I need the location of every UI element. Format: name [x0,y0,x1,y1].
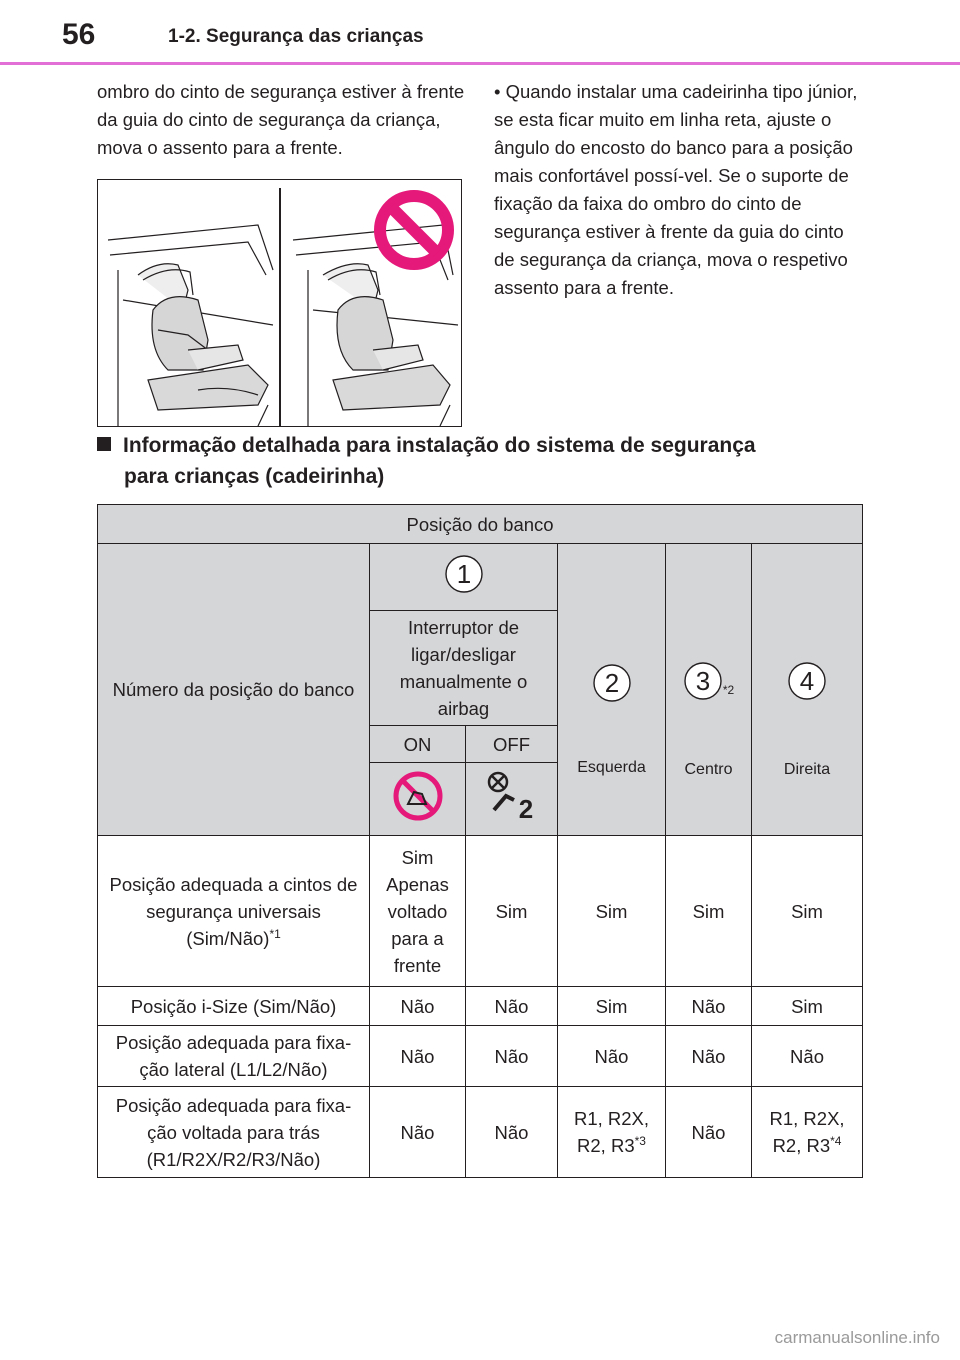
section-heading: Informação detalhada para instalação do sistema de segurança para crianças (cadeirinha) [97,430,877,492]
table-row: Posição adequada para fixa-ção lateral (L1/L2/Não) [98,1026,370,1087]
seat-4-side: Direita [783,761,831,778]
svg-text:1: 1 [456,558,471,589]
left-paragraph: ombro do cinto de segurança estiver à frente da guia do cinto de segurança da criança, mova o assento para a frente. [97,81,465,158]
table-row: Posição adequada para fixa-ção voltada para trás (R1/R2X/R2/R3/Não) [98,1087,370,1178]
table-cell: Sim [558,836,666,987]
table-cell: Não [466,1026,558,1087]
seat-3-side: Centro [684,761,733,778]
header-rule [0,62,960,65]
child-seat-table [97,504,863,1178]
svg-text:4: 4 [799,666,815,696]
seat-2-cell [558,544,666,836]
seat-3-icon [683,661,723,701]
table-cell: Sim [558,987,666,1026]
table-cell: Não [752,1026,863,1087]
switch-on: ON [370,726,466,763]
table-cell: Não [666,987,752,1026]
right-paragraph: • Quando instalar uma cadeirinha tipo júnior, se esta ficar muito em linha reta, ajuste o ângulo do encosto do banco para a posição mais confortável possí-vel. Se o suporte de fixação da faixa do ombro do cinto de segurança estiver à frente da guia do cinto de segurança da criança, mova o respetivo assento para a frente. [494,81,858,298]
table-cell: Não [466,987,558,1026]
table-row: Posição i-Size (Sim/Não) [98,987,370,1026]
left-column [97,78,467,162]
seat-2-icon [592,663,632,703]
airbag-off-icon-cell [370,763,466,836]
page-header [0,0,960,66]
child-seat-drawing [98,180,461,426]
table-cell: Não [370,987,466,1026]
seat-1-cell [370,544,558,611]
table-cell: Não [666,1087,752,1178]
table-cell: R1, R2X, R2, R3$^{*4}$ [752,1087,863,1178]
svg-text:3: 3 [695,666,711,696]
table-cell: Sim Apenas voltado para a frente [370,836,466,987]
table-top-header: Posição do banco [98,505,863,544]
page-number: 56 [62,18,96,51]
seat-4-cell [752,544,863,836]
seat-illustration [97,179,462,427]
seat-number-label: Número da posição do banco [98,544,370,836]
table-cell: Não [370,1026,466,1087]
table-row: Posição adequada a cintos de segurança universais (Sim/Não)$^{*1}$ [98,836,370,987]
watermark: carmanualsonline.info [774,1328,940,1347]
seat-3-cell [666,544,752,836]
section-title: 1-2. Segurança das crianças [168,26,424,47]
table-cell: Sim [752,987,863,1026]
svg-text:2: 2 [604,668,619,698]
table-cell: Não [558,1026,666,1087]
airbag-deactivated-icon [392,770,444,822]
switch-off: OFF [466,726,558,763]
table-cell: Não [370,1087,466,1178]
airbag-switch-label: Interruptor de ligar/desligar manualmente o airbag [370,611,558,726]
svg-text:2: 2 [518,793,533,822]
seat-2-side: Esquerda [577,759,646,776]
seat-3-note: *2 [722,682,735,697]
right-column [494,78,864,302]
square-bullet-icon [97,437,111,451]
seat-1-icon [444,554,484,594]
table-cell: Sim [466,836,558,987]
table-cell: Sim [752,836,863,987]
table-cell: Não [666,1026,752,1087]
table-cell: Sim [666,836,752,987]
passenger-airbag-icon [484,770,540,822]
table-cell: R1, R2X, R2, R3$^{*3}$ [558,1087,666,1178]
table-cell: Não [466,1087,558,1178]
airbag-on-icon-cell [466,763,558,836]
seat-4-icon [787,661,827,701]
